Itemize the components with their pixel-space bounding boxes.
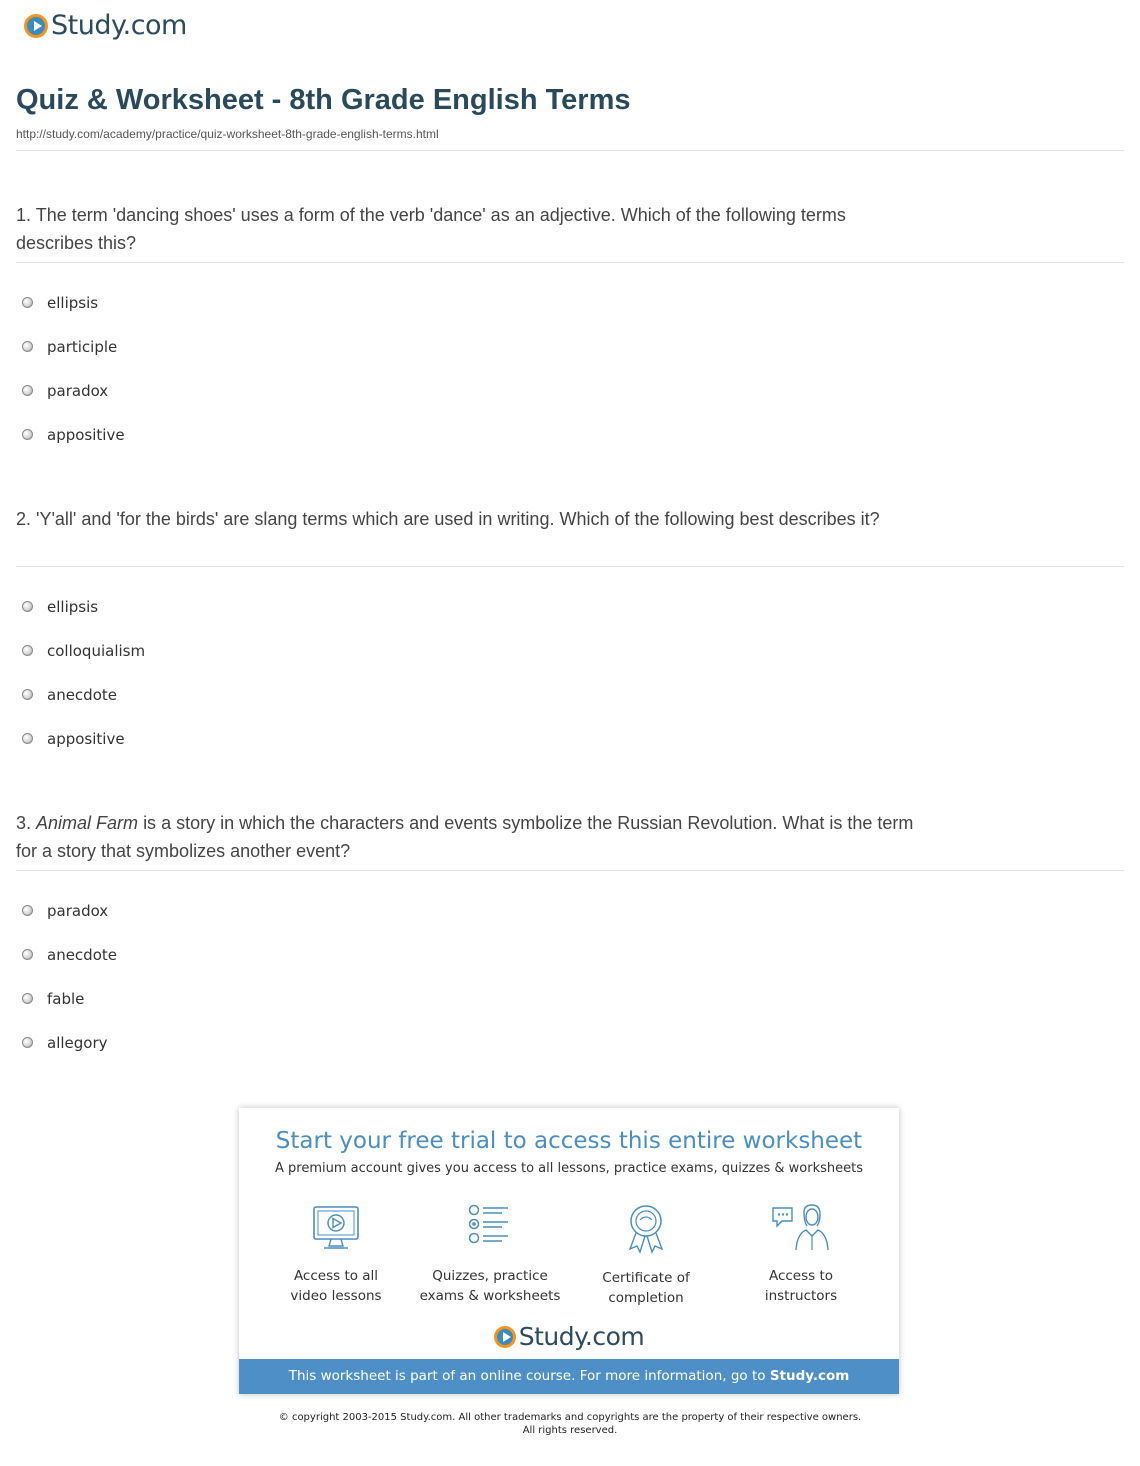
page-title: Quiz & Worksheet - 8th Grade English Terms: [16, 84, 631, 116]
question-2: [16, 505, 916, 533]
option[interactable]: [22, 901, 117, 945]
option[interactable]: [22, 641, 145, 685]
header-divider: [16, 150, 1124, 151]
question-1-options: [22, 293, 125, 469]
option[interactable]: [22, 1033, 117, 1077]
promo-footer-bar: [239, 1359, 899, 1394]
radio-button[interactable]: [22, 1037, 33, 1048]
option[interactable]: [22, 597, 145, 641]
option-label: participle: [47, 338, 118, 356]
page-url: http://study.com/academy/practice/quiz-worksheet-8th-grade-english-terms.html: [16, 127, 439, 141]
question-divider: [16, 870, 1124, 871]
copyright: [0, 1411, 1140, 1437]
option-label: fable: [47, 990, 85, 1008]
option-label: ellipsis: [47, 598, 99, 616]
feature-label: Access to all video lessons: [290, 1268, 382, 1304]
question-1: [16, 201, 916, 257]
option-label: paradox: [47, 382, 109, 400]
question-number: 3.: [16, 813, 32, 833]
promo-title[interactable]: Start your free trial to access this entire worksheet: [275, 1128, 863, 1154]
option-label: anecdote: [47, 686, 117, 704]
radio-button[interactable]: [22, 689, 33, 700]
option-label: paradox: [47, 902, 109, 920]
radio-button[interactable]: [22, 297, 33, 308]
feature-label: Access to instructors: [764, 1268, 838, 1304]
radio-button[interactable]: [22, 645, 33, 656]
feature-label: Quizzes, practice exams & worksheets: [419, 1268, 561, 1304]
question-3: [16, 809, 916, 865]
option-label: appositive: [47, 730, 125, 748]
promo-logo[interactable]: [239, 1322, 899, 1351]
copyright-line: © copyright 2003-2015 Study.com. All other trademarks and copyrights are the property of their respective owners.: [278, 1412, 862, 1423]
promo-footer-text: This worksheet is part of an online course. For more information, go to: [288, 1368, 766, 1384]
radio-button[interactable]: [22, 733, 33, 744]
option[interactable]: [22, 989, 117, 1033]
option[interactable]: [22, 685, 145, 729]
question-divider: [16, 566, 1124, 567]
option-label: appositive: [47, 426, 125, 444]
option-label: ellipsis: [47, 294, 99, 312]
certificate-ribbon-icon: [620, 1204, 672, 1254]
feature-label: Certificate of completion: [602, 1270, 690, 1306]
question-2-options: [22, 597, 145, 773]
option[interactable]: [22, 729, 145, 773]
copyright-line: All rights reserved.: [522, 1425, 618, 1436]
instructor-chat-icon: [770, 1204, 832, 1252]
radio-button[interactable]: [22, 949, 33, 960]
play-logo-icon: [24, 14, 48, 38]
option-label: colloquialism: [47, 642, 146, 660]
option-label: anecdote: [47, 946, 117, 964]
option[interactable]: [22, 945, 117, 989]
question-number: 1.: [16, 205, 32, 225]
question-divider: [16, 262, 1124, 263]
question-3-options: [22, 901, 117, 1077]
option[interactable]: [22, 337, 125, 381]
question-text: The term 'dancing shoes' uses a form of the verb 'dance' as an adjective. Which of the following terms describes this?: [16, 205, 846, 253]
study-link[interactable]: Study.com: [769, 1368, 850, 1384]
option[interactable]: [22, 381, 125, 425]
radio-button[interactable]: [22, 905, 33, 916]
monitor-play-icon: [310, 1204, 362, 1252]
radio-button[interactable]: [22, 601, 33, 612]
book-title: Animal Farm: [36, 813, 139, 833]
promo-subtitle: A premium account gives you access to all lessons, practice exams, quizzes & worksheets: [275, 1161, 863, 1176]
option-label: allegory: [47, 1034, 108, 1052]
free-trial-promo: [239, 1108, 899, 1394]
feature-video-lessons: [261, 1204, 411, 1306]
study-logo[interactable]: [24, 10, 187, 41]
option[interactable]: [22, 293, 125, 337]
question-text: is a story in which the characters and events symbolize the Russian Revolution. What is the term for a story that symbolizes another event?: [16, 813, 914, 861]
radio-button[interactable]: [22, 429, 33, 440]
play-logo-icon: [494, 1326, 516, 1348]
option[interactable]: [22, 425, 125, 469]
checklist-icon: [464, 1204, 516, 1252]
radio-button[interactable]: [22, 385, 33, 396]
question-text: 'Y'all' and 'for the birds' are slang terms which are used in writing. Which of the following best describes it?: [36, 509, 880, 529]
radio-button[interactable]: [22, 993, 33, 1004]
feature-instructors: [726, 1204, 876, 1306]
question-number: 2.: [16, 509, 32, 529]
logo-text: Study.com: [51, 10, 187, 41]
feature-certificate: [571, 1204, 721, 1308]
radio-button[interactable]: [22, 341, 33, 352]
logo-text: Study.com: [518, 1322, 645, 1351]
feature-quizzes: [415, 1204, 565, 1306]
